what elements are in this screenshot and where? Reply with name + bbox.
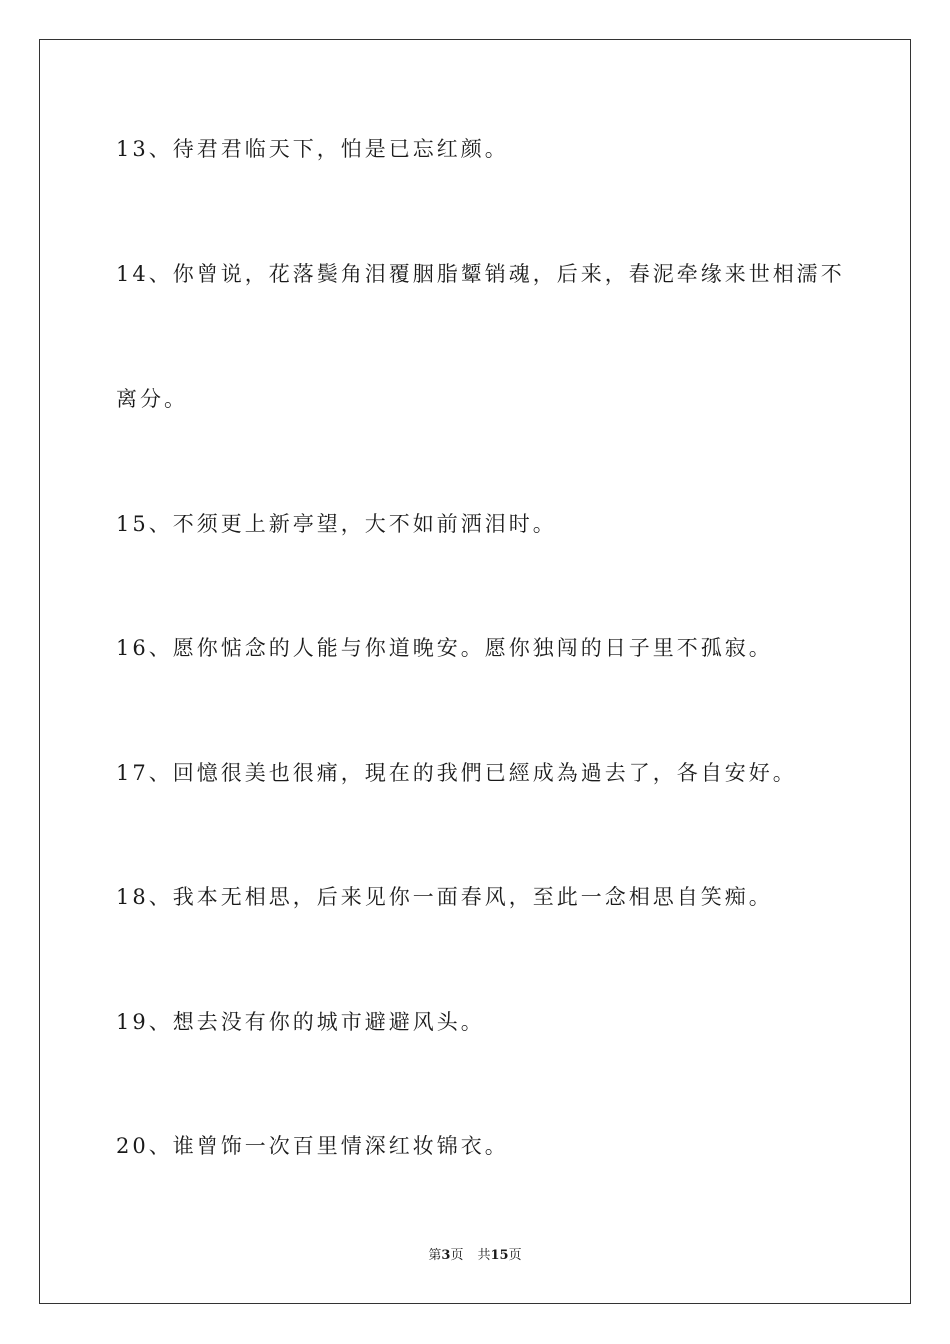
page-suffix: 页 [450,1248,464,1263]
page-number: 3 [441,1248,451,1263]
total-pages: 15 [490,1248,509,1263]
page-footer [0,1246,950,1266]
entry-19: 19、想去没有你的城市避避风头。 [116,1010,485,1034]
entry-16: 16、愿你惦念的人能与你道晚安。愿你独闯的日子里不孤寂。 [116,636,773,660]
entry-20: 20、谁曾饰一次百里情深红妆锦衣。 [116,1134,509,1158]
entry-14-continued: 离分。 [116,387,188,411]
entry-14: 14、你曾说，花落鬓角泪覆胭脂颦销魂，后来，春泥牵缘来世相濡不 [116,262,845,286]
entry-15: 15、不须更上新亭望，大不如前洒泪时。 [116,512,557,536]
total-prefix: 共 [477,1248,491,1263]
entry-18: 18、我本无相思，后来见你一面春风，至此一念相思自笑痴。 [116,885,773,909]
page-frame [39,39,911,1304]
entry-17: 17、回憶很美也很痛，現在的我們已經成為過去了，各自安好。 [116,761,797,785]
page-prefix: 第 [428,1248,442,1263]
entry-13: 13、待君君临天下，怕是已忘红颜。 [116,137,509,161]
total-suffix: 页 [508,1248,522,1263]
